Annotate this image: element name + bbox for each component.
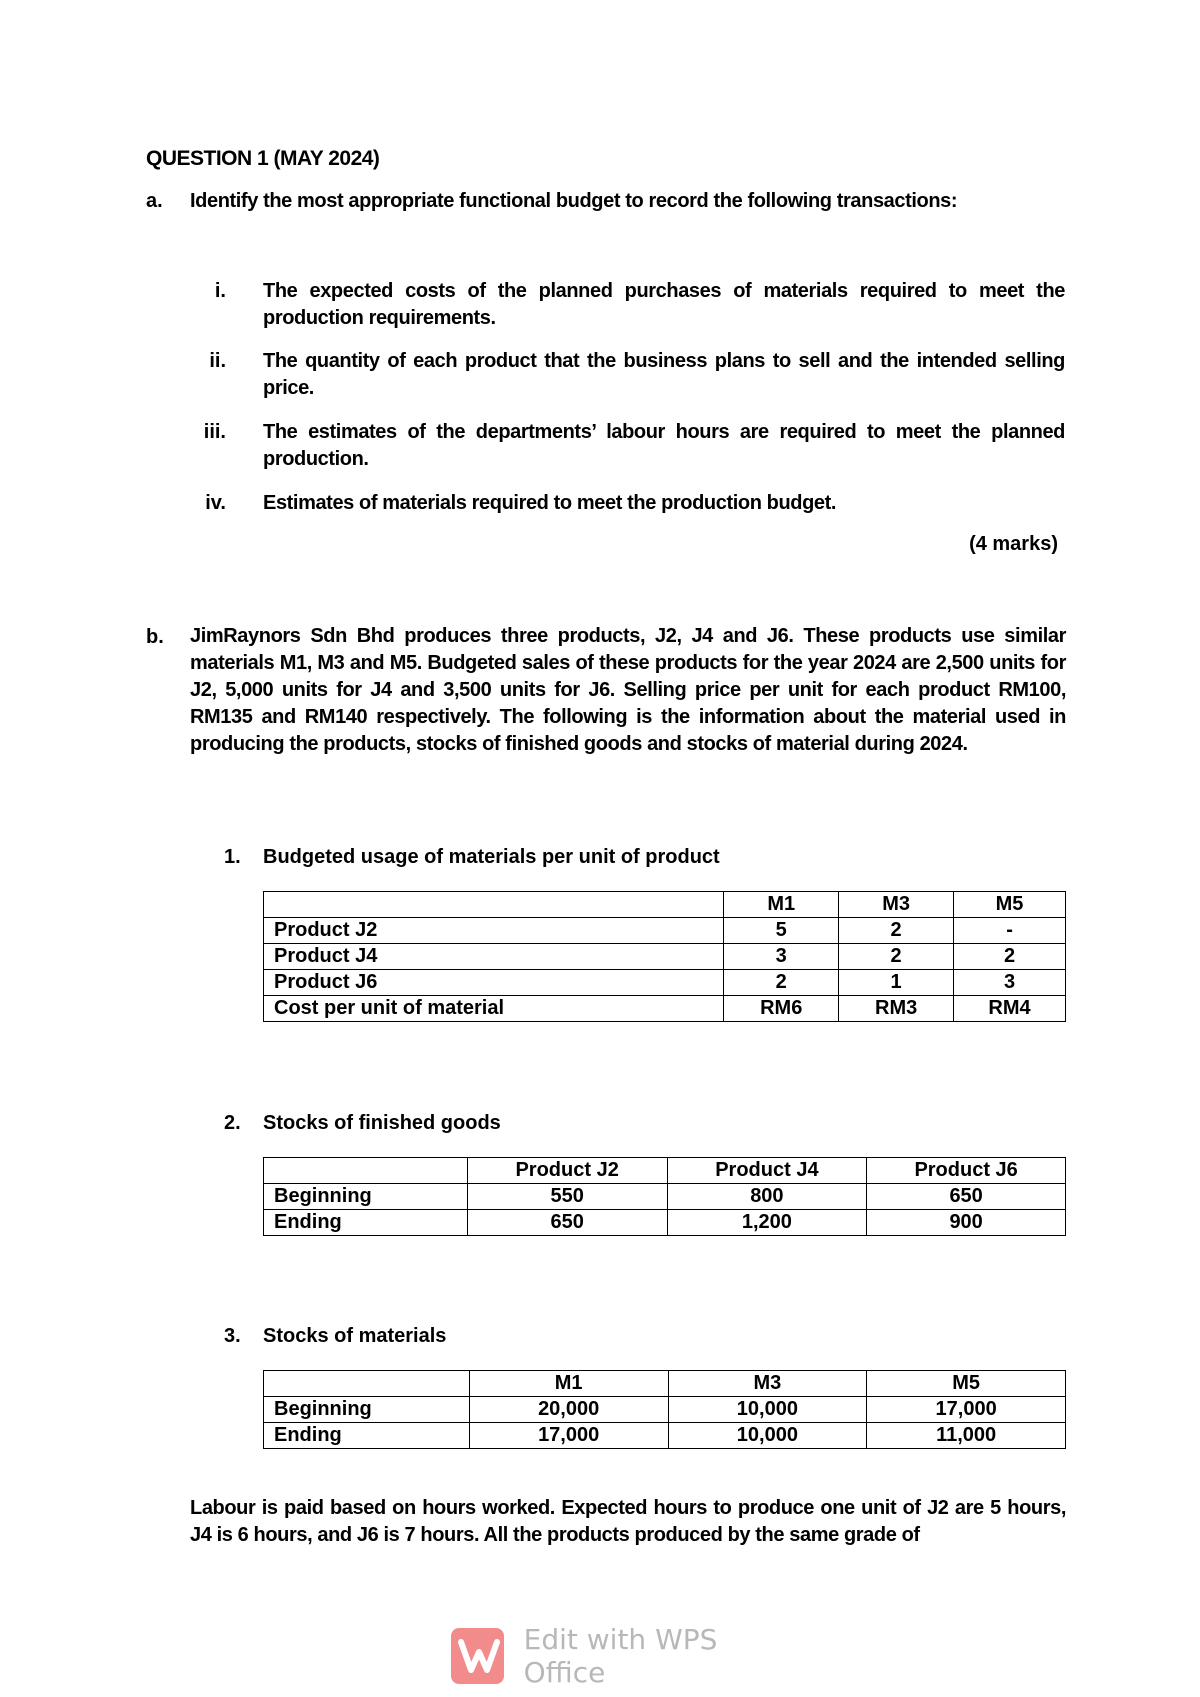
table-cell: 10,000 [668, 1397, 867, 1423]
table1-number: 1. [224, 846, 241, 868]
table-header-cell: M1 [724, 892, 839, 918]
item-ii-number: ii. [209, 350, 226, 372]
table-cell: 550 [467, 1184, 667, 1210]
item-i-text: The expected costs of the planned purchases of materials required to meet the production requirements. [263, 280, 1065, 329]
table-header-cell: M3 [839, 892, 954, 918]
table-cell: 17,000 [469, 1423, 668, 1449]
table-cell: Product J4 [264, 944, 724, 970]
table-cell: 2 [839, 944, 954, 970]
table-row [264, 1397, 1066, 1423]
table-cell: 1 [839, 970, 954, 996]
table-header-cell: M5 [867, 1371, 1066, 1397]
table-header-row [264, 892, 1066, 918]
table-cell: 3 [954, 970, 1066, 996]
table-header-cell [264, 1158, 468, 1184]
table3-title: Stocks of materials [263, 1325, 447, 1347]
table-header-row [264, 1158, 1066, 1184]
table-cell: 2 [724, 970, 839, 996]
item-ii-text: The quantity of each product that the business plans to sell and the intended selling price. [263, 350, 1065, 399]
table-cell: 3 [724, 944, 839, 970]
table-row [264, 996, 1066, 1022]
table-cell: 17,000 [867, 1397, 1066, 1423]
table-header-cell: M1 [469, 1371, 668, 1397]
table-header-cell: Product J4 [667, 1158, 867, 1184]
table-header-cell: M5 [954, 892, 1066, 918]
table-cell: - [954, 918, 1066, 944]
table-row [264, 1184, 1066, 1210]
item-iv-number: iv. [205, 492, 226, 514]
part-a-marks: (4 marks) [969, 533, 1058, 555]
table-cell: Beginning [264, 1397, 470, 1423]
item-iii-text: The estimates of the departments’ labour hours are required to meet the planned production. [263, 421, 1065, 470]
table-row [264, 1210, 1066, 1236]
table-cell: Cost per unit of material [264, 996, 724, 1022]
table-cell: RM6 [724, 996, 839, 1022]
table-header-cell: Product J6 [867, 1158, 1066, 1184]
table-cell: RM4 [954, 996, 1066, 1022]
table-cell: 900 [867, 1210, 1066, 1236]
table-header-row [264, 1371, 1066, 1397]
part-b-intro: JimRaynors Sdn Bhd produces three products, J2, J4 and J6. These products use similar materials M1, M3 and M5. Budgeted sales of these products for the year 2024 are 2,500 units for J2, 5,000 units for J4 and 3,500 units for J6. Selling price per unit for each product RM100, RM135 and RM140 respectively. The following is the information about the material used in producing the products, stocks of finished goods and stocks of material during 2024. [190, 625, 1066, 755]
finished-goods-table [263, 1157, 1066, 1236]
table-cell: 20,000 [469, 1397, 668, 1423]
table-cell: 2 [954, 944, 1066, 970]
part-a-letter: a. [146, 190, 163, 212]
table-header-cell [264, 1371, 470, 1397]
part-a-prompt: Identify the most appropriate functional budget to record the following transactions: [190, 190, 958, 212]
table-cell: 800 [667, 1184, 867, 1210]
labour-paragraph: Labour is paid based on hours worked. Expected hours to produce one unit of J2 are 5 hours, J4 is 6 hours, and J6 is 7 hours. All the products produced by the same grade of [190, 1497, 1066, 1546]
table-cell: 2 [839, 918, 954, 944]
table-row [264, 1423, 1066, 1449]
table-cell: Beginning [264, 1184, 468, 1210]
table-cell: 5 [724, 918, 839, 944]
table-header-cell: M3 [668, 1371, 867, 1397]
wps-watermark[interactable] [451, 1623, 791, 1689]
table-row [264, 944, 1066, 970]
table-row [264, 970, 1066, 996]
table-header-cell: Product J2 [467, 1158, 667, 1184]
table2-title: Stocks of finished goods [263, 1112, 501, 1134]
table2-number: 2. [224, 1112, 241, 1134]
table-cell: 11,000 [867, 1423, 1066, 1449]
table-row [264, 918, 1066, 944]
wps-logo-icon [451, 1628, 504, 1684]
table3-number: 3. [224, 1325, 241, 1347]
table-cell: RM3 [839, 996, 954, 1022]
table-cell: Product J6 [264, 970, 724, 996]
item-iv-text: Estimates of materials required to meet the production budget. [263, 492, 837, 514]
table-header-cell [264, 892, 724, 918]
item-iii-number: iii. [203, 421, 226, 443]
part-b-letter: b. [146, 626, 164, 648]
table-cell: 650 [867, 1184, 1066, 1210]
materials-stock-table [263, 1370, 1066, 1449]
wps-watermark-text: Edit with WPS Office [523, 1623, 718, 1689]
table-cell: 1,200 [667, 1210, 867, 1236]
materials-usage-table [263, 891, 1066, 1022]
table-cell: Ending [264, 1423, 470, 1449]
question-title: QUESTION 1 (MAY 2024) [146, 147, 380, 170]
table1-title: Budgeted usage of materials per unit of product [263, 846, 720, 868]
table-cell: Ending [264, 1210, 468, 1236]
table-cell: Product J2 [264, 918, 724, 944]
table-cell: 650 [467, 1210, 667, 1236]
table-cell: 10,000 [668, 1423, 867, 1449]
item-i-number: i. [214, 280, 226, 302]
